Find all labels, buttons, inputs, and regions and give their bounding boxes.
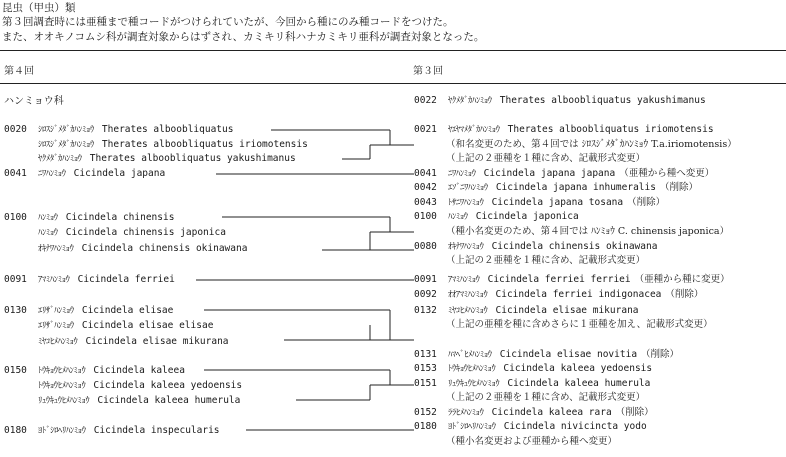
change-note: （上記の２亜種を１種に含め、記載形式変更） [446, 153, 646, 164]
species-code: 0131 [414, 349, 437, 360]
scientific-name: Cicindela kaleea humerula [97, 395, 241, 406]
scientific-name: Cicindela ferriei ferriei [487, 274, 631, 285]
species-code: 0041 [4, 168, 27, 179]
species-code: 0180 [414, 421, 437, 432]
japanese-name: ﾘｭｳｷｭｳﾋﾒﾊﾝﾐｮｳ [448, 379, 500, 389]
japanese-name: ﾆﾜﾊﾝﾐｮｳ [448, 169, 476, 179]
japanese-name: ｱﾏﾐﾊﾝﾐｮｳ [38, 275, 70, 285]
scientific-name: Cicindela kaleea yedoensis [503, 363, 653, 374]
species-code: 0130 [4, 305, 27, 316]
japanese-name: ﾊﾏﾍﾞﾋﾒﾊﾝﾐｮｳ [448, 350, 492, 360]
intro-line-1: 第３回調査時には亜種まで種コードがつけられていたが、今回から種にのみ種コードをつけた。 [2, 16, 454, 28]
scientific-name: Cicindela chinensis japonica [65, 227, 226, 238]
japanese-name: ｵｷﾅﾜﾊﾝﾐｮｳ [38, 244, 74, 254]
scientific-name: Therates alboobliquatus iriomotensis [101, 139, 308, 150]
japanese-name: ﾄｳｷｮｳﾋﾒﾊﾝﾐｮｳ [38, 381, 86, 391]
scientific-name: Cicindela japana [73, 168, 166, 179]
japanese-name: ｱﾏﾐﾊﾝﾐｮｳ [448, 275, 480, 285]
scientific-name: Cicindela chinensis [65, 212, 175, 223]
change-note: （削除） [659, 182, 698, 193]
japanese-name: ﾗﾗﾋﾒﾊﾝﾐｮｳ [448, 408, 484, 418]
japanese-name: ﾊﾝﾐｮｳ [38, 213, 58, 223]
japanese-name: ﾆﾜﾊﾝﾐｮｳ [38, 169, 66, 179]
intro-line-2: また、オオキノコムシ科が調査対象からはずされ、カミキリ科ハナカミキリ亜科が調査対象となった。 [2, 31, 485, 43]
japanese-name: ﾄｻﾆﾜﾊﾝﾐｮｳ [448, 198, 484, 208]
japanese-name: ﾐﾔｺﾋﾒﾊﾝﾐｮｳ [38, 337, 78, 347]
scientific-name: Therates alboobliquatus [101, 124, 234, 135]
scientific-name: Cicindela japana tosana [491, 197, 624, 208]
scientific-name: Cicindela elisae mikurana [85, 336, 229, 347]
column-heading-left: 第４回 [4, 66, 34, 77]
japanese-name: ﾄｳｷｮｳﾋﾒﾊﾝﾐｮｳ [448, 364, 496, 374]
change-note: （和名変更のため、第４回では ｼﾛｽｼﾞﾒﾀﾞｶﾊﾝﾐｮｳ T.a.iriomotensis） [446, 139, 737, 150]
change-note: （亜種から種に変更） [634, 274, 730, 285]
japanese-name: ﾖﾄﾞｼﾛﾍﾘﾊﾝﾐｮｳ [38, 426, 86, 436]
scientific-name: Cicindela kaleea [93, 365, 185, 376]
scientific-name: Cicindela japana japana [483, 168, 616, 179]
species-code: 0152 [414, 407, 437, 418]
japanese-name: ﾔｴﾔﾏﾒﾀﾞｶﾊﾝﾐｮｳ [448, 125, 500, 135]
scientific-name: Cicindela kaleea humerula [507, 378, 651, 389]
japanese-name: ｵｷﾅﾜﾊﾝﾐｮｳ [448, 242, 484, 252]
japanese-name: ﾐﾔｺﾋﾒﾊﾝﾐｮｳ [448, 306, 488, 316]
change-note: （削除） [627, 197, 666, 208]
family-name: ハンミョウ科 [4, 96, 64, 107]
species-code: 0091 [414, 274, 437, 285]
scientific-name: Cicindela ferriei indigonacea [495, 289, 662, 300]
scientific-name: Cicindela elisae mikurana [495, 305, 639, 316]
scientific-name: Cicindela elisae elisae [81, 320, 214, 331]
species-code: 0100 [414, 211, 437, 222]
scientific-name: Cicindela kaleea yedoensis [93, 380, 243, 391]
scientific-name: Cicindela inspecularis [93, 425, 220, 436]
japanese-name: ﾔｸﾒﾀﾞｶﾊﾝﾐｮｳ [38, 154, 82, 164]
change-note: （削除） [615, 407, 654, 418]
species-code: 0180 [4, 425, 27, 436]
scientific-name: Cicindela ferriei [77, 274, 175, 285]
scientific-name: Therates alboobliquatus yakushimanus [499, 95, 706, 106]
column-heading-right: 第３回 [413, 66, 443, 77]
page-title: 昆虫（甲虫）類 [2, 2, 76, 14]
change-note: （種小名変更および亜種から種へ変更） [446, 436, 618, 447]
scientific-name: Therates alboobliquatus yakushimanus [89, 153, 296, 164]
japanese-name: ﾖﾄﾞｼﾛﾍﾘﾊﾝﾐｮｳ [448, 422, 496, 432]
scientific-name: Cicindela japonica [475, 211, 579, 222]
species-code: 0022 [414, 95, 437, 106]
scientific-name: Cicindela chinensis okinawana [81, 243, 248, 254]
japanese-name: ｵｵｱﾏﾐﾊﾝﾐｮｳ [448, 290, 488, 300]
scientific-name: Cicindela elisae [81, 305, 174, 316]
change-note: （種小名変更のため、第４回では ﾊﾝﾐｮｳ C. chinensis japonica） [446, 226, 730, 237]
change-note: （上記の２亜種を１種に含め、記載形式変更） [446, 392, 646, 403]
japanese-name: ｼﾛｽｼﾞﾒﾀﾞｶﾊﾝﾐｮｳ [38, 140, 94, 150]
change-note: （亜種から種へ変更） [619, 168, 715, 179]
species-code: 0100 [4, 212, 27, 223]
scientific-name: Cicindela elisae novitia [499, 349, 638, 360]
species-code: 0080 [414, 241, 437, 252]
species-code: 0020 [4, 124, 27, 135]
japanese-name: ﾔｸﾒﾀﾞｶﾊﾝﾐｮｳ [448, 96, 492, 106]
species-code: 0151 [414, 378, 437, 389]
change-note: （削除） [665, 289, 704, 300]
scientific-name: Cicindela nivicincta yodo [503, 421, 647, 432]
japanese-name: ｴﾘｻﾞﾊﾝﾐｮｳ [38, 306, 74, 316]
species-code: 0043 [414, 197, 437, 208]
scientific-name: Cicindela kaleea rara [491, 407, 612, 418]
japanese-name: ｼﾛｽｼﾞﾒﾀﾞｶﾊﾝﾐｮｳ [38, 125, 94, 135]
japanese-name: ﾊﾝﾐｮｳ [38, 228, 58, 238]
species-code: 0153 [414, 363, 437, 374]
scientific-name: Cicindela japana inhumeralis [495, 182, 656, 193]
change-note: （上記の２亜種を１種に含め、記載形式変更） [446, 255, 646, 266]
species-code: 0092 [414, 289, 437, 300]
species-code: 0150 [4, 365, 27, 376]
japanese-name: ﾄｳｷｮｳﾋﾒﾊﾝﾐｮｳ [38, 366, 86, 376]
japanese-name: ｴﾘｻﾞﾊﾝﾐｮｳ [38, 321, 74, 331]
species-code: 0041 [414, 168, 437, 179]
species-code: 0021 [414, 124, 437, 135]
change-note: （削除） [641, 349, 680, 360]
species-code: 0132 [414, 305, 437, 316]
japanese-name: ﾊﾝﾐｮｳ [448, 212, 468, 222]
scientific-name: Therates alboobliquatus iriomotensis [507, 124, 714, 135]
japanese-name: ﾘｭｳｷｭｳﾋﾒﾊﾝﾐｮｳ [38, 396, 90, 406]
scientific-name: Cicindela chinensis okinawana [491, 241, 658, 252]
species-code: 0042 [414, 182, 437, 193]
species-code: 0091 [4, 274, 27, 285]
japanese-name: ｴｿﾞﾆﾜﾊﾝﾐｮｳ [448, 183, 488, 193]
change-note: （上記の亜種を種に含めさらに１亜種を加え、記載形式変更） [446, 319, 713, 330]
